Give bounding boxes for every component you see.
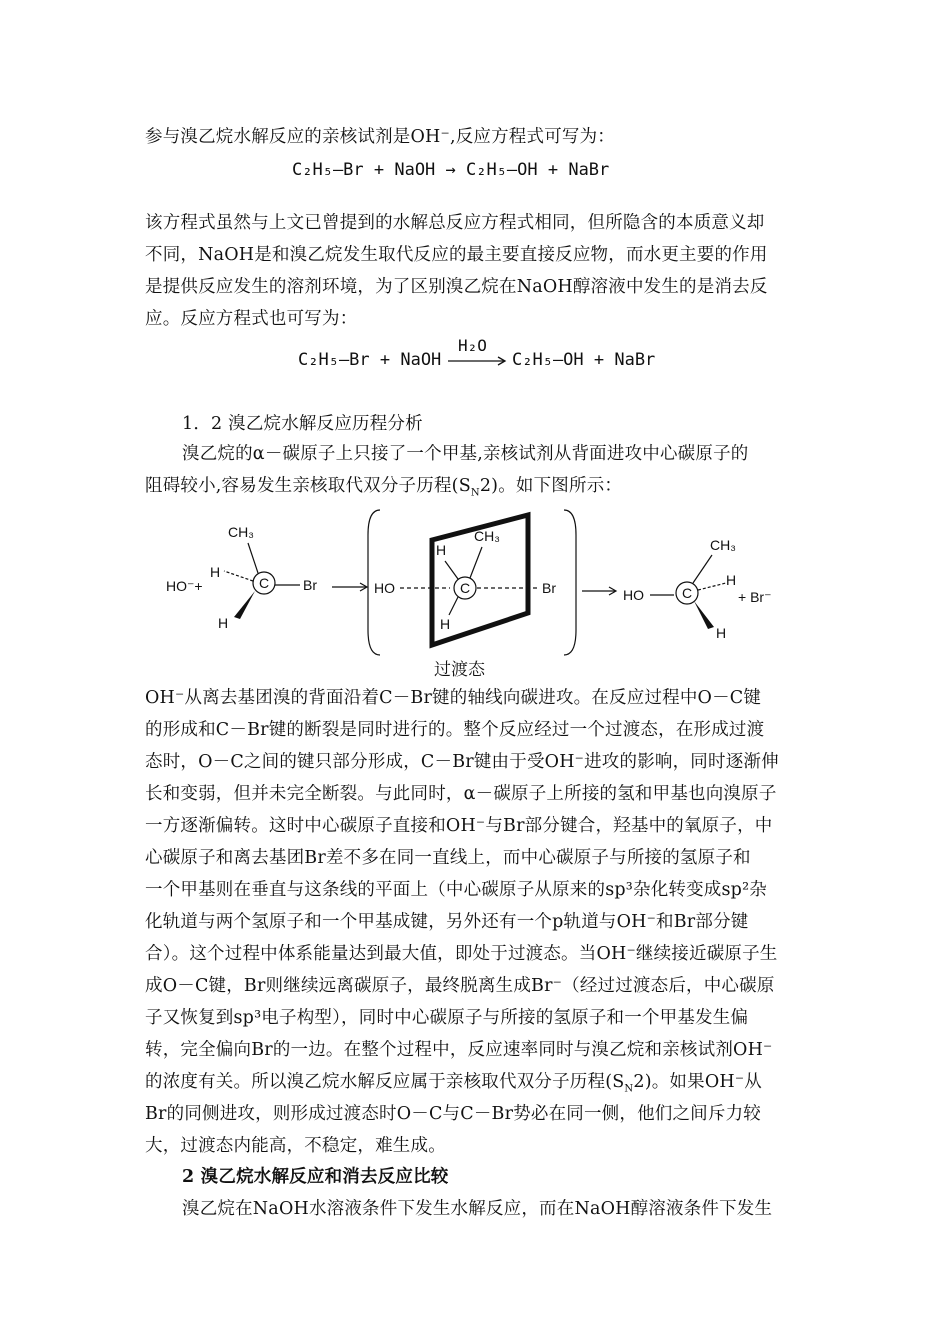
ts-br: Br [542, 580, 556, 596]
reactant-ho: HO⁻+ [166, 578, 203, 594]
product-ch3: CH₃ [710, 537, 736, 553]
product-h-top: H [726, 572, 737, 588]
para2-line2 [145, 470, 815, 510]
para1-line4: 应。反应方程式也可写为： [145, 309, 358, 329]
para3-line7: 一个甲基则在垂直与这条线的平面上（中心碳原子从原来的sp³杂化转变成sp²杂 [145, 880, 767, 900]
para3-line2: 的形成和C－Br键的断裂是同时进行的。整个反应经过一个过渡态，在形成过渡 [145, 720, 765, 740]
product-br: + Br⁻ [738, 589, 772, 605]
reactant-ch3: CH₃ [228, 524, 254, 540]
reactant-wedge [234, 591, 255, 619]
para1-line1: 该方程式虽然与上文已曾提到的水解总反应方程式相同，但所隐含的本质意义却 [145, 213, 765, 233]
para3-line14: Br的同侧进攻，则形成过渡态时O－C与C－Br势必在同一侧，他们之间斥力较 [145, 1104, 761, 1124]
reactant-br: Br [303, 577, 317, 593]
product-h-bottom: H [716, 625, 727, 641]
para2-line2-text: 阻碍较小,容易发生亲核取代双分子历程(S [145, 476, 471, 496]
intro-line: 参与溴乙烷水解反应的亲核试剂是OH⁻,反应方程式可写为： [145, 127, 616, 147]
ts-c: C [460, 580, 471, 596]
para3-line5: 一方逐渐偏转。这时中心碳原子直接和OH⁻与Br部分键合，羟基中的氧原子，中 [145, 816, 773, 836]
para3-line1: OH⁻从离去基团溴的背面沿着C－Br键的轴线向碳进攻。在反应过程中O－C键 [145, 688, 762, 708]
product-ho: HO [623, 587, 644, 603]
para3-line8: 化轨道与两个氢原子和一个甲基成键，另外还有一个p轨道与OH⁻和Br部分键 [145, 912, 749, 932]
para3-line12: 转，完全偏向Br的一边。在整个过程中，反应速率同时与溴乙烷和亲核试剂OH⁻ [145, 1040, 773, 1060]
para3-line15: 大，过渡态内能高，不稳定，难生成。 [145, 1136, 446, 1156]
equation-2-condition: H₂O [458, 336, 487, 355]
sn2-mechanism-diagram [160, 505, 800, 685]
reactant-c: C [259, 575, 270, 591]
section-2-heading: 2 溴乙烷水解反应和消去反应比较 [182, 1167, 449, 1187]
ts-ho: HO [374, 580, 395, 596]
section-1-2-heading: 1．2 溴乙烷水解反应历程分析 [182, 414, 423, 434]
para3-line13-tail: 2)。如果OH⁻从 [633, 1072, 762, 1092]
equation-1: C₂H₅—Br + NaOH → C₂H₅—OH + NaBr [292, 160, 610, 180]
para3-line10: 成O－C键，Br则继续远离碳原子，最终脱离生成Br⁻（经过过渡态后，中心碳原 [145, 976, 775, 996]
product-wedge [694, 601, 714, 629]
para3-line3: 态时，O－C之间的键只部分形成，C－Br键由于受OH⁻进攻的影响，同时逐渐伸 [145, 752, 779, 772]
para3-line9: 合）。这个过程中体系能量达到最大值，即处于过渡态。当OH⁻继续接近碳原子生 [145, 944, 778, 964]
para3-line4: 长和变弱，但并未完全断裂。与此同时，α－碳原子上所接的氢和甲基也向溴原子 [145, 784, 777, 804]
para3-line11: 子又恢复到sp³电子构型），同时中心碳原子与所接的氢原子和一个甲基发生偏 [145, 1008, 749, 1028]
equation-2 [298, 336, 678, 376]
ts-ch3: CH₃ [474, 528, 500, 544]
reactant-h-top: H [210, 564, 221, 580]
para3-subscript: N [624, 1083, 634, 1095]
para3-line6: 心碳原子和离去基团Br差不多在同一直线上，而中心碳原子与所接的氢原子和 [145, 848, 751, 868]
para4-line1: 溴乙烷在NaOH水溶液条件下发生水解反应，而在NaOH醇溶液条件下发生 [182, 1199, 773, 1219]
equation-2-arrow [448, 356, 508, 366]
equation-2-right: C₂H₅—OH + NaBr [512, 350, 656, 370]
para2-line1: 溴乙烷的α－碳原子上只接了一个甲基,亲核试剂从背面进攻中心碳原子的 [182, 444, 749, 464]
reactant-h-bottom: H [218, 615, 229, 631]
ts-h-top: H [436, 542, 447, 558]
para2-subscript: N [470, 487, 480, 499]
para3-line13-text: 的浓度有关。所以溴乙烷水解反应属于亲核取代双分子历程(S [145, 1072, 625, 1092]
ts-h-bottom: H [440, 616, 451, 632]
ts-caption: 过渡态 [434, 660, 485, 679]
para1-line3: 是提供反应发生的溶剂环境，为了区别溴乙烷在NaOH醇溶液中发生的是消去反 [145, 277, 768, 297]
para1-line2: 不同，NaOH是和溴乙烷发生取代反应的最主要直接反应物，而水更主要的作用 [145, 245, 768, 265]
product-c: C [682, 585, 693, 601]
equation-2-left: C₂H₅—Br + NaOH [298, 350, 442, 370]
para2-line2-tail: 2)。如下图所示： [479, 476, 623, 496]
